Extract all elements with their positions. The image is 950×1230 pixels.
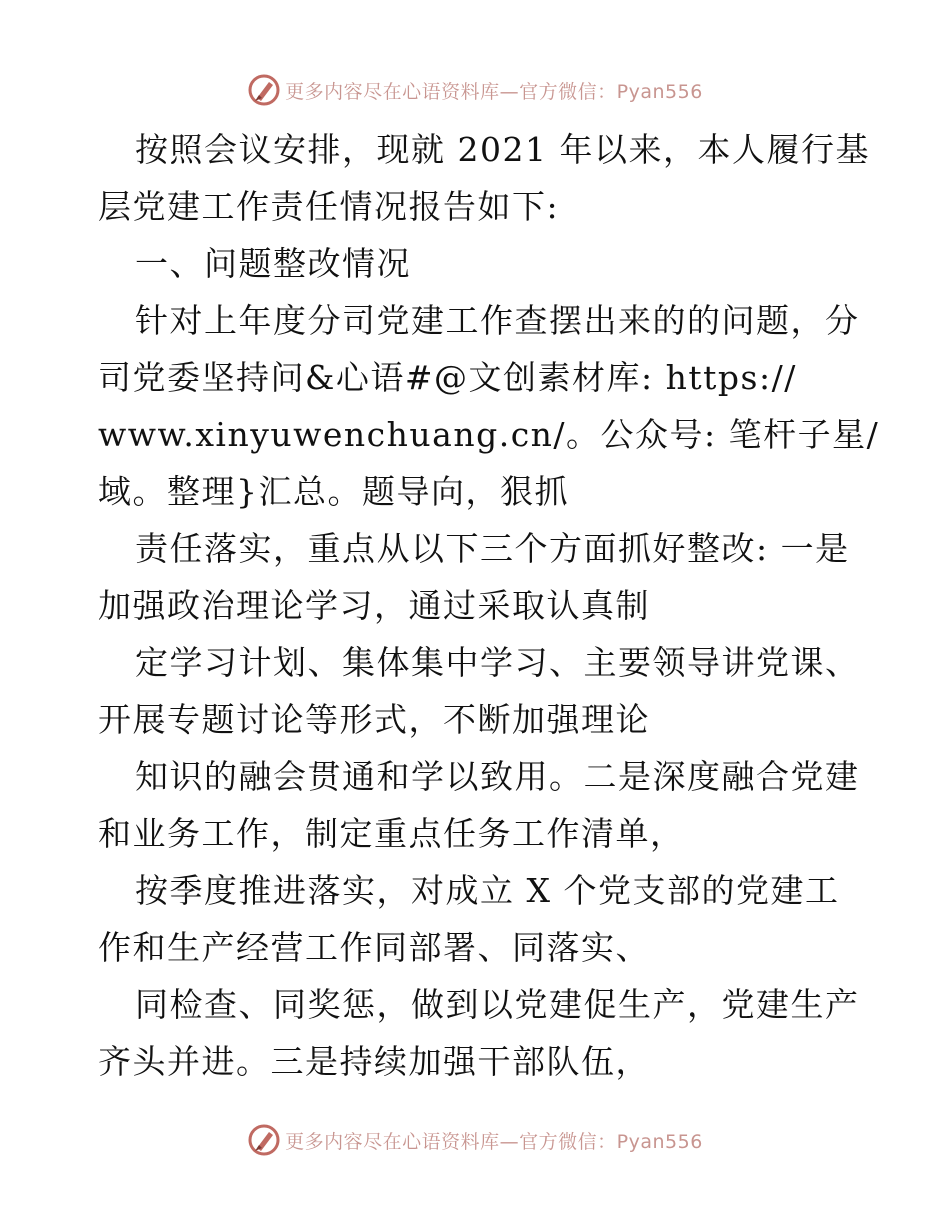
body-text-line: 按季度推进落实，对成立 X 个党支部的党建工	[135, 871, 840, 910]
body-text-line: 作和生产经营工作同部署、同落实、	[98, 928, 650, 967]
header-banner	[0, 68, 950, 112]
body-text-line: 司党委坚持问&心语#@文创素材库: https://	[98, 358, 797, 397]
body-text-line: 加强政治理论学习，通过采取认真制	[98, 586, 650, 625]
body-text-line: 开展专题讨论等形式，不断加强理论	[98, 700, 650, 739]
pen-logo-icon	[247, 1123, 281, 1157]
body-text-line: 定学习计划、集体集中学习、主要领导讲党课、	[135, 643, 860, 682]
body-text-line: 按照会议安排，现就 2021 年以来，本人履行基	[135, 130, 870, 169]
body-text-line: 域。整理}汇总。题导向，狠抓	[98, 472, 569, 511]
body-text-line: 一、问题整改情况	[135, 244, 411, 283]
body-text-line: 层党建工作责任情况报告如下:	[98, 187, 560, 226]
header-banner-text: 更多内容尽在心语资料库—官方微信：Pyan556	[285, 80, 703, 103]
body-text-line: 针对上年度分司党建工作查摆出来的的问题，分	[135, 301, 860, 340]
body-text-line: 责任落实，重点从以下三个方面抓好整改: 一是	[135, 529, 850, 568]
body-text-line: www.xinyuwenchuang.cn/。公众号: 笔杆子星/	[98, 415, 880, 454]
body-text-line: 和业务工作，制定重点任务工作清单，	[98, 814, 685, 853]
pen-logo-icon	[247, 73, 281, 107]
footer-banner-text: 更多内容尽在心语资料库—官方微信：Pyan556	[285, 1130, 703, 1153]
body-text-line: 同检查、同奖惩，做到以党建促生产，党建生产	[135, 985, 860, 1024]
body-text-line: 齐头并进。三是持续加强干部队伍，	[98, 1042, 650, 1081]
footer-banner	[0, 1118, 950, 1162]
document-body	[98, 121, 888, 1090]
body-text-line: 知识的融会贯通和学以致用。二是深度融合党建	[135, 757, 860, 796]
